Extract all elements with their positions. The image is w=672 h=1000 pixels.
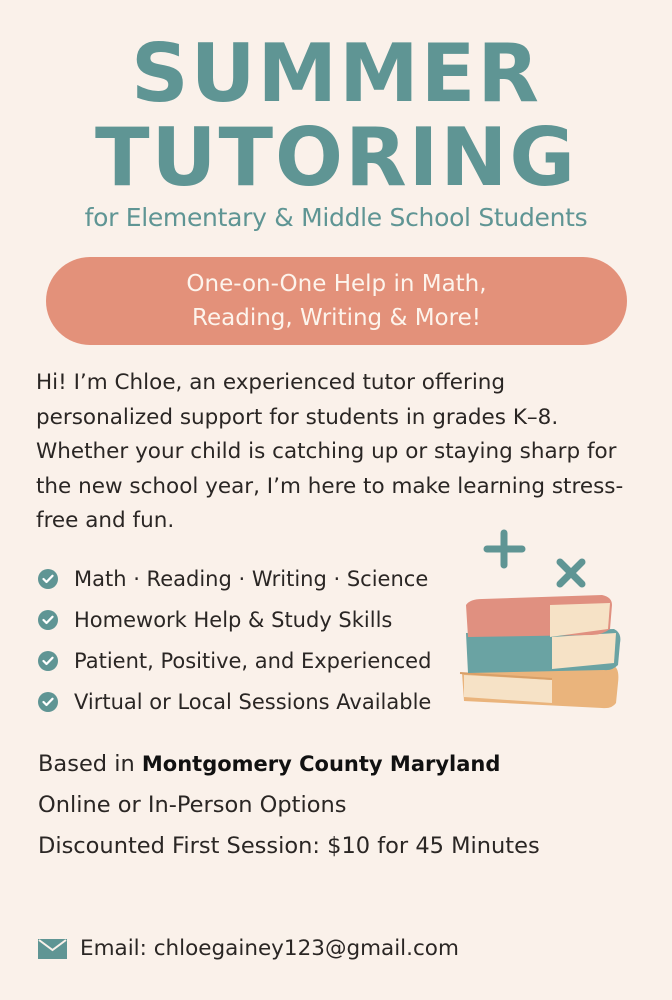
book-coral [466, 595, 612, 637]
feature-item [38, 558, 431, 599]
envelope-icon [38, 939, 67, 959]
options-line: Online or In-Person Options [38, 792, 347, 818]
intro-paragraph: Hi! I’m Chloe, an experienced tutor offering personalized support for students in grades K–8. Whether your child is catching up or staying sharp for the new school year, I’m here to make learning stress-free and fun. [36, 370, 624, 533]
feature-item [38, 640, 431, 681]
feature-label: Math · Reading · Writing · Science [74, 566, 429, 591]
contact-email [38, 936, 459, 961]
location-name: Montgomery County Maryland [141, 752, 501, 776]
check-circle-icon [38, 610, 58, 630]
subtitle: for Elementary & Middle School Students [84, 203, 588, 232]
location-line [38, 744, 540, 785]
multiply-icon [560, 562, 582, 584]
check-circle-icon [38, 692, 58, 712]
location-prefix: Based in [38, 751, 142, 777]
check-circle-icon [38, 569, 58, 589]
banner-line-1: One-on-One Help in Math, [186, 271, 487, 297]
feature-label: Virtual or Local Sessions Available [74, 689, 432, 714]
feature-item [38, 681, 431, 722]
books-illustration [452, 525, 632, 720]
feature-list [38, 558, 431, 722]
feature-label: Homework Help & Study Skills [74, 607, 393, 632]
feature-item [38, 599, 431, 640]
info-block [38, 744, 540, 867]
title-summer: SUMMER [130, 27, 542, 120]
feature-label: Patient, Positive, and Experienced [74, 648, 432, 673]
banner-line-2: Reading, Writing & More! [192, 305, 481, 331]
title-tutoring: TUTORING [94, 111, 578, 204]
plus-icon [487, 533, 522, 565]
check-circle-icon [38, 651, 58, 671]
email-text[interactable]: Email: chloegainey123@gmail.com [80, 936, 459, 961]
highlight-banner [46, 257, 627, 345]
discount-line: Discounted First Session: $10 for 45 Minutes [38, 833, 540, 859]
